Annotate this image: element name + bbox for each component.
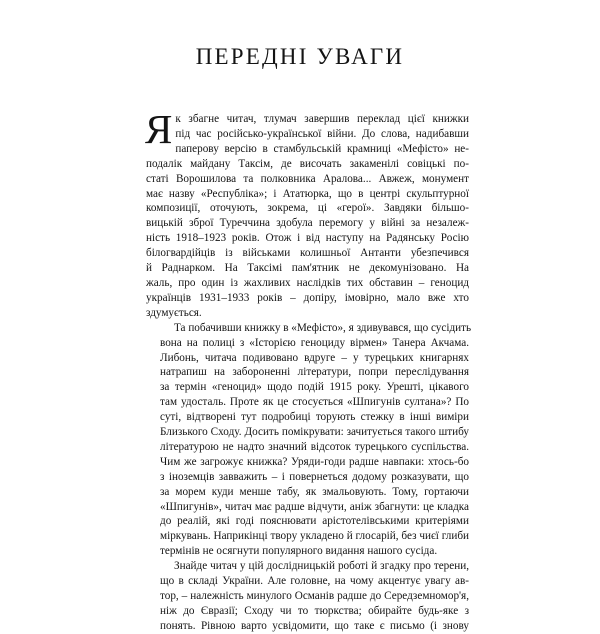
text-line: «Шпигунів», читач має радше відчути, аніж збагнути: це кладка [160, 500, 469, 513]
drop-cap-letter: Я [145, 106, 173, 152]
text-line: Та побачивши книжку в «Мефісто», я здивувався, що сусідить [174, 321, 472, 334]
text-line: ність 1918–1923 років. Отож і від наступу на Радянську Росію [146, 232, 469, 245]
text-line: Чим же загрожує книжка? Уряди-годи радше навпаки: хтось-бо [160, 455, 469, 468]
text-line: суті, відтворені тут подробиці торують стежку в інші виміри [160, 411, 469, 424]
text-line: Близького Сходу. Досить помікрувати: зачитується такого штибу [160, 426, 469, 439]
text-line: що в складі України. Але головне, на чому акцентує увагу ав- [160, 575, 469, 588]
text-line: Либонь, читача подивовано вдруге – у турецьких книгарнях [160, 351, 469, 364]
text-line: Знайде читач у цій дослідницькій роботі й згадку про терени, [174, 560, 469, 573]
text-line: ніж до Євразії; Сходу чи то тюркства; обирайте будь-яке з [160, 604, 469, 617]
text-line: композиції, оточують, зокрема, ці «герої». Завдяки більшо- [146, 202, 469, 215]
paragraph-2 [146, 321, 472, 560]
text-line: й Раднарком. На Таксімі пам'ятник не декомунізовано. На [146, 262, 469, 275]
text-line: паперову версію в стамбульській крамниці «Мефісто» не- [175, 142, 469, 155]
text-line: к збагне читач, тлумач завершив переклад цієї книжки [175, 113, 469, 125]
text-line: жаль, про один із жахливих наслідків тих обставин – геноцид [146, 276, 469, 289]
text-line: літературою не надто значний відсоток турецького суспільства. [160, 440, 469, 453]
text-line: міркувань. Наприкінці твору укладено й глосарій, без чиєї глиби [160, 530, 469, 543]
text-line: має назву «Республіка»; і Ататюрка, що в центрі скульптурної [146, 187, 469, 200]
text-line: подалік майдану Таксім, де височать закаменілі совіцькі по- [146, 157, 469, 170]
paragraph-3 [146, 559, 469, 634]
text-line: українців 1931–1933 років – допіру, імовірно, мало вже хто [146, 291, 469, 304]
text-line: за морем куди менше табу, як змальовують. Тому, гортаючи [160, 485, 469, 498]
text-line: вицькій зброї Туреччина здобула перемогу у війні за незалеж- [146, 217, 469, 230]
text-line: за термін «геноцид» щодо подій 1915 року. Урешті, цікавого [160, 381, 469, 394]
text-line: здумується. [146, 306, 202, 319]
text-line: натрапиш на забороненні літератури, попри переслідування [160, 366, 469, 379]
text-line: з іноземців завважить – і повернеться додому розказувати, що [160, 470, 469, 483]
text-line: вона на полиці з «Історією геноциду вірмен» Танера Акчама. [160, 336, 469, 349]
text-line: статі Ворошилова та полковника Аралова... Авжеж, монумент [146, 172, 469, 185]
text-line: тор, – належність минулого Османів радше до Середземномор'я, [160, 590, 469, 602]
text-line: понять. Рівною варто усвідомити, що таке є письмо (і знову [160, 619, 469, 632]
body-text [145, 106, 472, 634]
page-title: ПЕРЕДНІ УВАГИ [195, 44, 405, 69]
text-line: там удосталь. Проте як це стосується «Шпигунів султана»? По [160, 396, 469, 409]
text-line: до реалій, які годі пояснювати арістотелівськими критеріями [160, 515, 469, 528]
paragraph-1 [145, 106, 469, 321]
text-line: під час російсько-української війни. До слова, надибавши [175, 127, 469, 140]
text-line: білогвардійців із військами колишньої Антанти убезпечився [146, 247, 469, 260]
text-line: термінів не осягнути популярного видання нашого сусіда. [160, 545, 438, 558]
